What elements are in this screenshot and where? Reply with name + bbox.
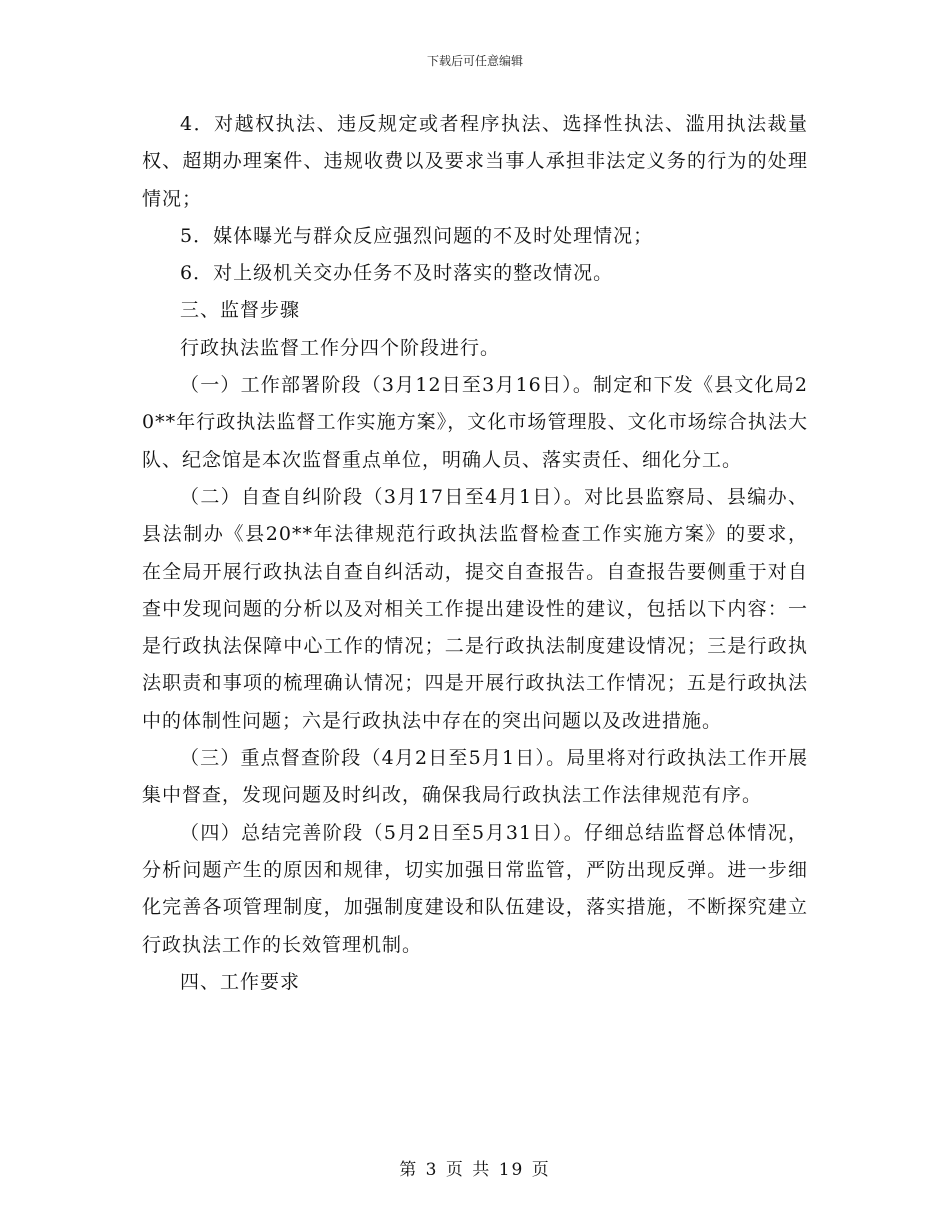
paragraph-item-4: 4．对越权执法、违反规定或者程序执法、选择性执法、滥用执法裁量权、超期办理案件、违规收费以及要求当事人承担非法定义务的行为的处理情况； <box>142 113 808 210</box>
paragraph-item-6: 6．对上级机关交办任务不及时落实的整改情况。 <box>180 262 614 285</box>
document-body <box>142 106 808 1001</box>
page-header: 下载后可任意编辑 <box>426 54 523 68</box>
paragraph-stage-3: （三）重点督查阶段（4月2日至5月1日）。局里将对行政执法工作开展集中督查，发现问题及时纠改，确保我局行政执法工作法律规范有序。 <box>142 747 808 807</box>
page-number: 第 3 页 共 19 页 <box>399 1160 551 1180</box>
section-heading-3: 三、监督步骤 <box>180 299 301 322</box>
paragraph-stage-4: （四）总结完善阶段（5月2日至5月31日）。仔细总结监督总体情况，分析问题产生的原因和规律，切实加强日常监管，严防出现反弹。进一步细化完善各项管理制度，加强制度建设和队伍建设，落实措施，不断探究建立行政执法工作的长效管理机制。 <box>142 821 808 956</box>
paragraph-stage-1: （一）工作部署阶段（3月12日至3月16日）。制定和下发《县文化局20**年行政执法监督工作实施方案》，文化市场管理股、文化市场综合执法大队、纪念馆是本次监督重点单位，明确人员、落实责任、细化分工。 <box>142 374 808 471</box>
paragraph-intro: 行政执法监督工作分四个阶段进行。 <box>180 336 501 359</box>
paragraph-stage-2: （二）自查自纠阶段（3月17日至4月1日）。对比县监察局、县编办、县法制办《县20**年法律规范行政执法监督检查工作实施方案》的要求，在全局开展行政执法自查自纠活动，提交自查报告。自查报告要侧重于对自查中发现问题的分析以及对相关工作提出建设性的建议，包括以下内容：一是行政执法保障中心工作的情况；二是行政执法制度建设情况；三是行政执法职责和事项的梳理确认情况；四是开展行政执法工作情况；五是行政执法中的体制性问题；六是行政执法中存在的突出问题以及改进措施。 <box>142 485 808 732</box>
paragraph-item-5: 5．媒体曝光与群众反应强烈问题的不及时处理情况； <box>180 224 654 247</box>
section-heading-4: 四、工作要求 <box>180 970 301 993</box>
